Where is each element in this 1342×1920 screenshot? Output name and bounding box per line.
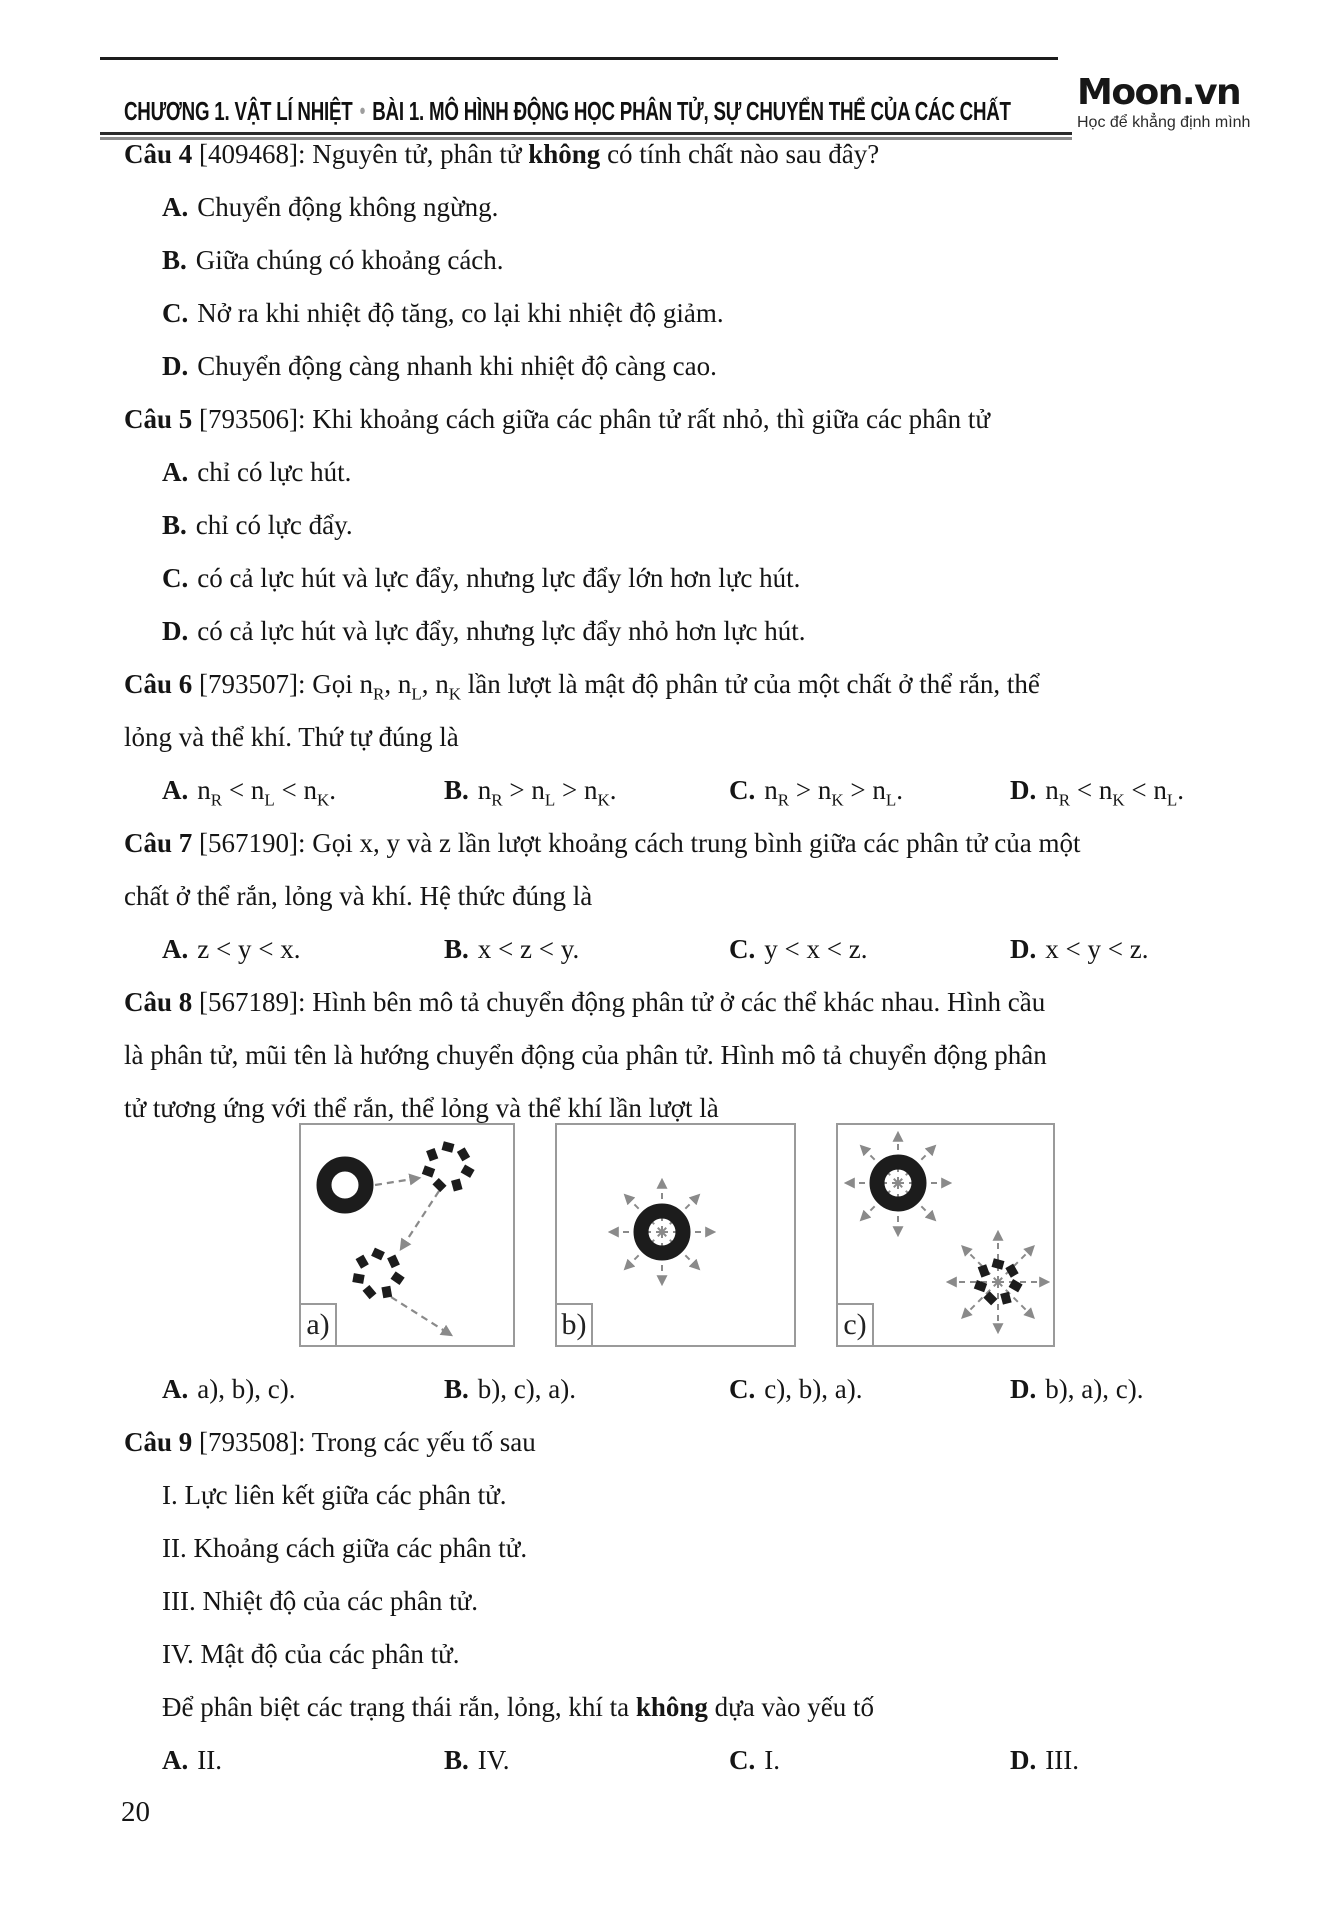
separator-bullet-icon: • xyxy=(359,98,366,123)
option-letter: B. xyxy=(444,775,469,805)
option-line-a xyxy=(162,446,1254,499)
ring-molecule-icon xyxy=(324,1164,366,1206)
option-b xyxy=(444,1363,729,1416)
question-stem-line-2: là phân tử, mũi tên là hướng chuyển động của phân tử. Hình mô tả chuyển động phân xyxy=(124,1040,1047,1070)
option-line-b xyxy=(162,234,1254,287)
option-letter: B. xyxy=(444,1374,469,1404)
figure-label-c: c) xyxy=(836,1303,874,1347)
option-d xyxy=(1010,1363,1254,1416)
option-d xyxy=(1010,764,1254,817)
option-letter: D. xyxy=(1010,1745,1037,1775)
option-b xyxy=(444,1734,729,1787)
option-text: chỉ có lực đẩy. xyxy=(195,510,353,540)
option-text: $n_R > n_L > n_K$. xyxy=(477,775,617,810)
question-stem: Câu 5 [793506]: Khi khoảng cách giữa các phân tử rất nhỏ, thì giữa các phân tử xyxy=(124,404,991,434)
statement-ii: II. Khoảng cách giữa các phân tử. xyxy=(162,1533,528,1563)
option-line-c xyxy=(162,287,1254,340)
option-letter: A. xyxy=(162,775,189,805)
question-8-figure xyxy=(299,1123,1254,1347)
figure-label-b: b) xyxy=(555,1303,593,1347)
question-7 xyxy=(124,817,1254,976)
header-title xyxy=(124,96,1011,127)
options-row xyxy=(162,764,1254,817)
motion-arrow-icon xyxy=(375,1178,419,1185)
option-letter: A. xyxy=(162,457,189,487)
figure-box-b xyxy=(555,1123,796,1347)
option-text: b), a), c). xyxy=(1045,1374,1144,1404)
statement-iv: IV. Mật độ của các phân tử. xyxy=(162,1639,460,1669)
option-text: x < y < z. xyxy=(1045,934,1149,964)
statement-i: I. Lực liên kết giữa các phân tử. xyxy=(162,1480,507,1510)
option-text: có cả lực hút và lực đẩy, nhưng lực đẩy lớn hơn lực hút. xyxy=(197,563,801,593)
option-text: chỉ có lực hút. xyxy=(197,457,352,487)
question-closing: Để phân biệt các trạng thái rắn, lỏng, khí ta không dựa vào yếu tố xyxy=(162,1692,874,1722)
option-text: c), b), a). xyxy=(764,1374,863,1404)
option-letter: C. xyxy=(729,1374,756,1404)
option-text: I. xyxy=(764,1745,780,1775)
option-text: z < y < x. xyxy=(197,934,301,964)
question-stem-line-1: Câu 8 [567189]: Hình bên mô tả chuyển động phân tử ở các thể khác nhau. Hình cầu xyxy=(124,987,1046,1017)
page-number: 20 xyxy=(121,1796,150,1828)
option-letter: A. xyxy=(162,1745,189,1775)
question-stem-line-1: Câu 6 [793507]: Gọi $n_R$, $n_L$, $n_K$ lần lượt là mật độ phân tử của một chất ở thể rắn, thể xyxy=(124,669,1040,704)
option-letter: C. xyxy=(729,934,756,964)
option-text: IV. xyxy=(477,1745,510,1775)
header-top-rule xyxy=(100,57,1058,60)
question-stem: Câu 4 [409468]: Nguyên tử, phân tử không có tính chất nào sau đây? xyxy=(124,139,880,169)
fragment-cluster-icon xyxy=(422,1141,475,1192)
question-stem-line-3: tử tương ứng với thể rắn, thể lỏng và thể khí lần lượt là xyxy=(124,1093,719,1123)
brand-tagline: Học để khẳng định mình xyxy=(1077,114,1251,131)
radial-arrows-icon xyxy=(948,1232,1048,1332)
option-b xyxy=(444,764,729,817)
option-letter: B. xyxy=(162,510,187,540)
option-a xyxy=(162,923,444,976)
option-letter: A. xyxy=(162,192,189,222)
option-letter: B. xyxy=(162,245,187,275)
radial-arrows-icon xyxy=(846,1133,950,1235)
option-text: Nở ra khi nhiệt độ tăng, co lại khi nhiệt độ giảm. xyxy=(197,298,724,328)
option-letter: C. xyxy=(729,775,756,805)
option-letter: D. xyxy=(162,351,189,381)
statement-iii: III. Nhiệt độ của các phân tử. xyxy=(162,1586,478,1616)
option-line-d xyxy=(162,340,1254,393)
option-b xyxy=(444,923,729,976)
radial-arrows-icon xyxy=(610,1180,714,1284)
option-letter: D. xyxy=(1010,1374,1037,1404)
option-letter: D. xyxy=(1010,775,1037,805)
questions-content xyxy=(124,128,1254,1787)
figure-box-c xyxy=(836,1123,1055,1347)
question-6 xyxy=(124,658,1254,817)
option-text: $n_R > n_K > n_L$. xyxy=(764,775,903,810)
question-5 xyxy=(124,393,1254,658)
option-letter: C. xyxy=(729,1745,756,1775)
fragment-cluster-icon xyxy=(352,1248,404,1300)
option-line-a xyxy=(162,181,1254,234)
option-line-b xyxy=(162,499,1254,552)
option-text: Chuyển động càng nhanh khi nhiệt độ càng cao. xyxy=(197,351,717,381)
option-text: Giữa chúng có khoảng cách. xyxy=(195,245,504,275)
option-d xyxy=(1010,1734,1254,1787)
option-c xyxy=(729,923,1010,976)
option-text: y < x < z. xyxy=(764,934,868,964)
figure-label-a: a) xyxy=(299,1303,337,1347)
option-letter: C. xyxy=(162,563,189,593)
option-d xyxy=(1010,923,1254,976)
option-text: b), c), a). xyxy=(477,1374,576,1404)
option-letter: A. xyxy=(162,934,189,964)
options-row xyxy=(162,1363,1254,1416)
option-line-c xyxy=(162,552,1254,605)
motion-arrow-icon xyxy=(391,1297,451,1335)
option-text: $n_R < n_L < n_K$. xyxy=(197,775,336,810)
option-text: II. xyxy=(197,1745,222,1775)
options-row xyxy=(162,923,1254,976)
question-stem-line-2: lỏng và thể khí. Thứ tự đúng là xyxy=(124,722,459,752)
question-stem: Câu 9 [793508]: Trong các yếu tố sau xyxy=(124,1427,536,1457)
option-a xyxy=(162,764,444,817)
option-letter: B. xyxy=(444,1745,469,1775)
chapter-title: CHƯƠNG 1. VẬT LÍ NHIỆT xyxy=(124,96,353,126)
question-4 xyxy=(124,128,1254,393)
option-letter: B. xyxy=(444,934,469,964)
option-text: có cả lực hút và lực đẩy, nhưng lực đẩy nhỏ hơn lực hút. xyxy=(197,616,806,646)
option-letter: A. xyxy=(162,1374,189,1404)
question-stem-line-1: Câu 7 [567190]: Gọi x, y và z lần lượt khoảng cách trung bình giữa các phân tử của một xyxy=(124,828,1081,858)
figure-box-a xyxy=(299,1123,515,1347)
option-line-d xyxy=(162,605,1254,658)
question-9 xyxy=(124,1416,1254,1787)
option-letter: D. xyxy=(1010,934,1037,964)
option-letter: C. xyxy=(162,298,189,328)
options-row xyxy=(162,1734,1254,1787)
option-a xyxy=(162,1734,444,1787)
option-text: a), b), c). xyxy=(197,1374,296,1404)
question-8 xyxy=(124,976,1254,1416)
option-a xyxy=(162,1363,444,1416)
lesson-title: BÀI 1. MÔ HÌNH ĐỘNG HỌC PHÂN TỬ, SỰ CHUYỂN THỂ CỦA CÁC CHẤT xyxy=(372,96,1011,126)
motion-arrow-icon xyxy=(401,1191,439,1249)
option-c xyxy=(729,1734,1010,1787)
option-text: Chuyển động không ngừng. xyxy=(197,192,499,222)
option-c xyxy=(729,764,1010,817)
option-letter: D. xyxy=(162,616,189,646)
motion-arrows xyxy=(375,1178,451,1335)
option-text: x < z < y. xyxy=(477,934,580,964)
option-c xyxy=(729,1363,1010,1416)
question-stem-line-2: chất ở thể rắn, lỏng và khí. Hệ thức đúng là xyxy=(124,881,593,911)
option-text: III. xyxy=(1045,1745,1079,1775)
option-text: $n_R < n_K < n_L$. xyxy=(1045,775,1184,810)
brand-logo: Moon.vn xyxy=(1077,72,1241,113)
